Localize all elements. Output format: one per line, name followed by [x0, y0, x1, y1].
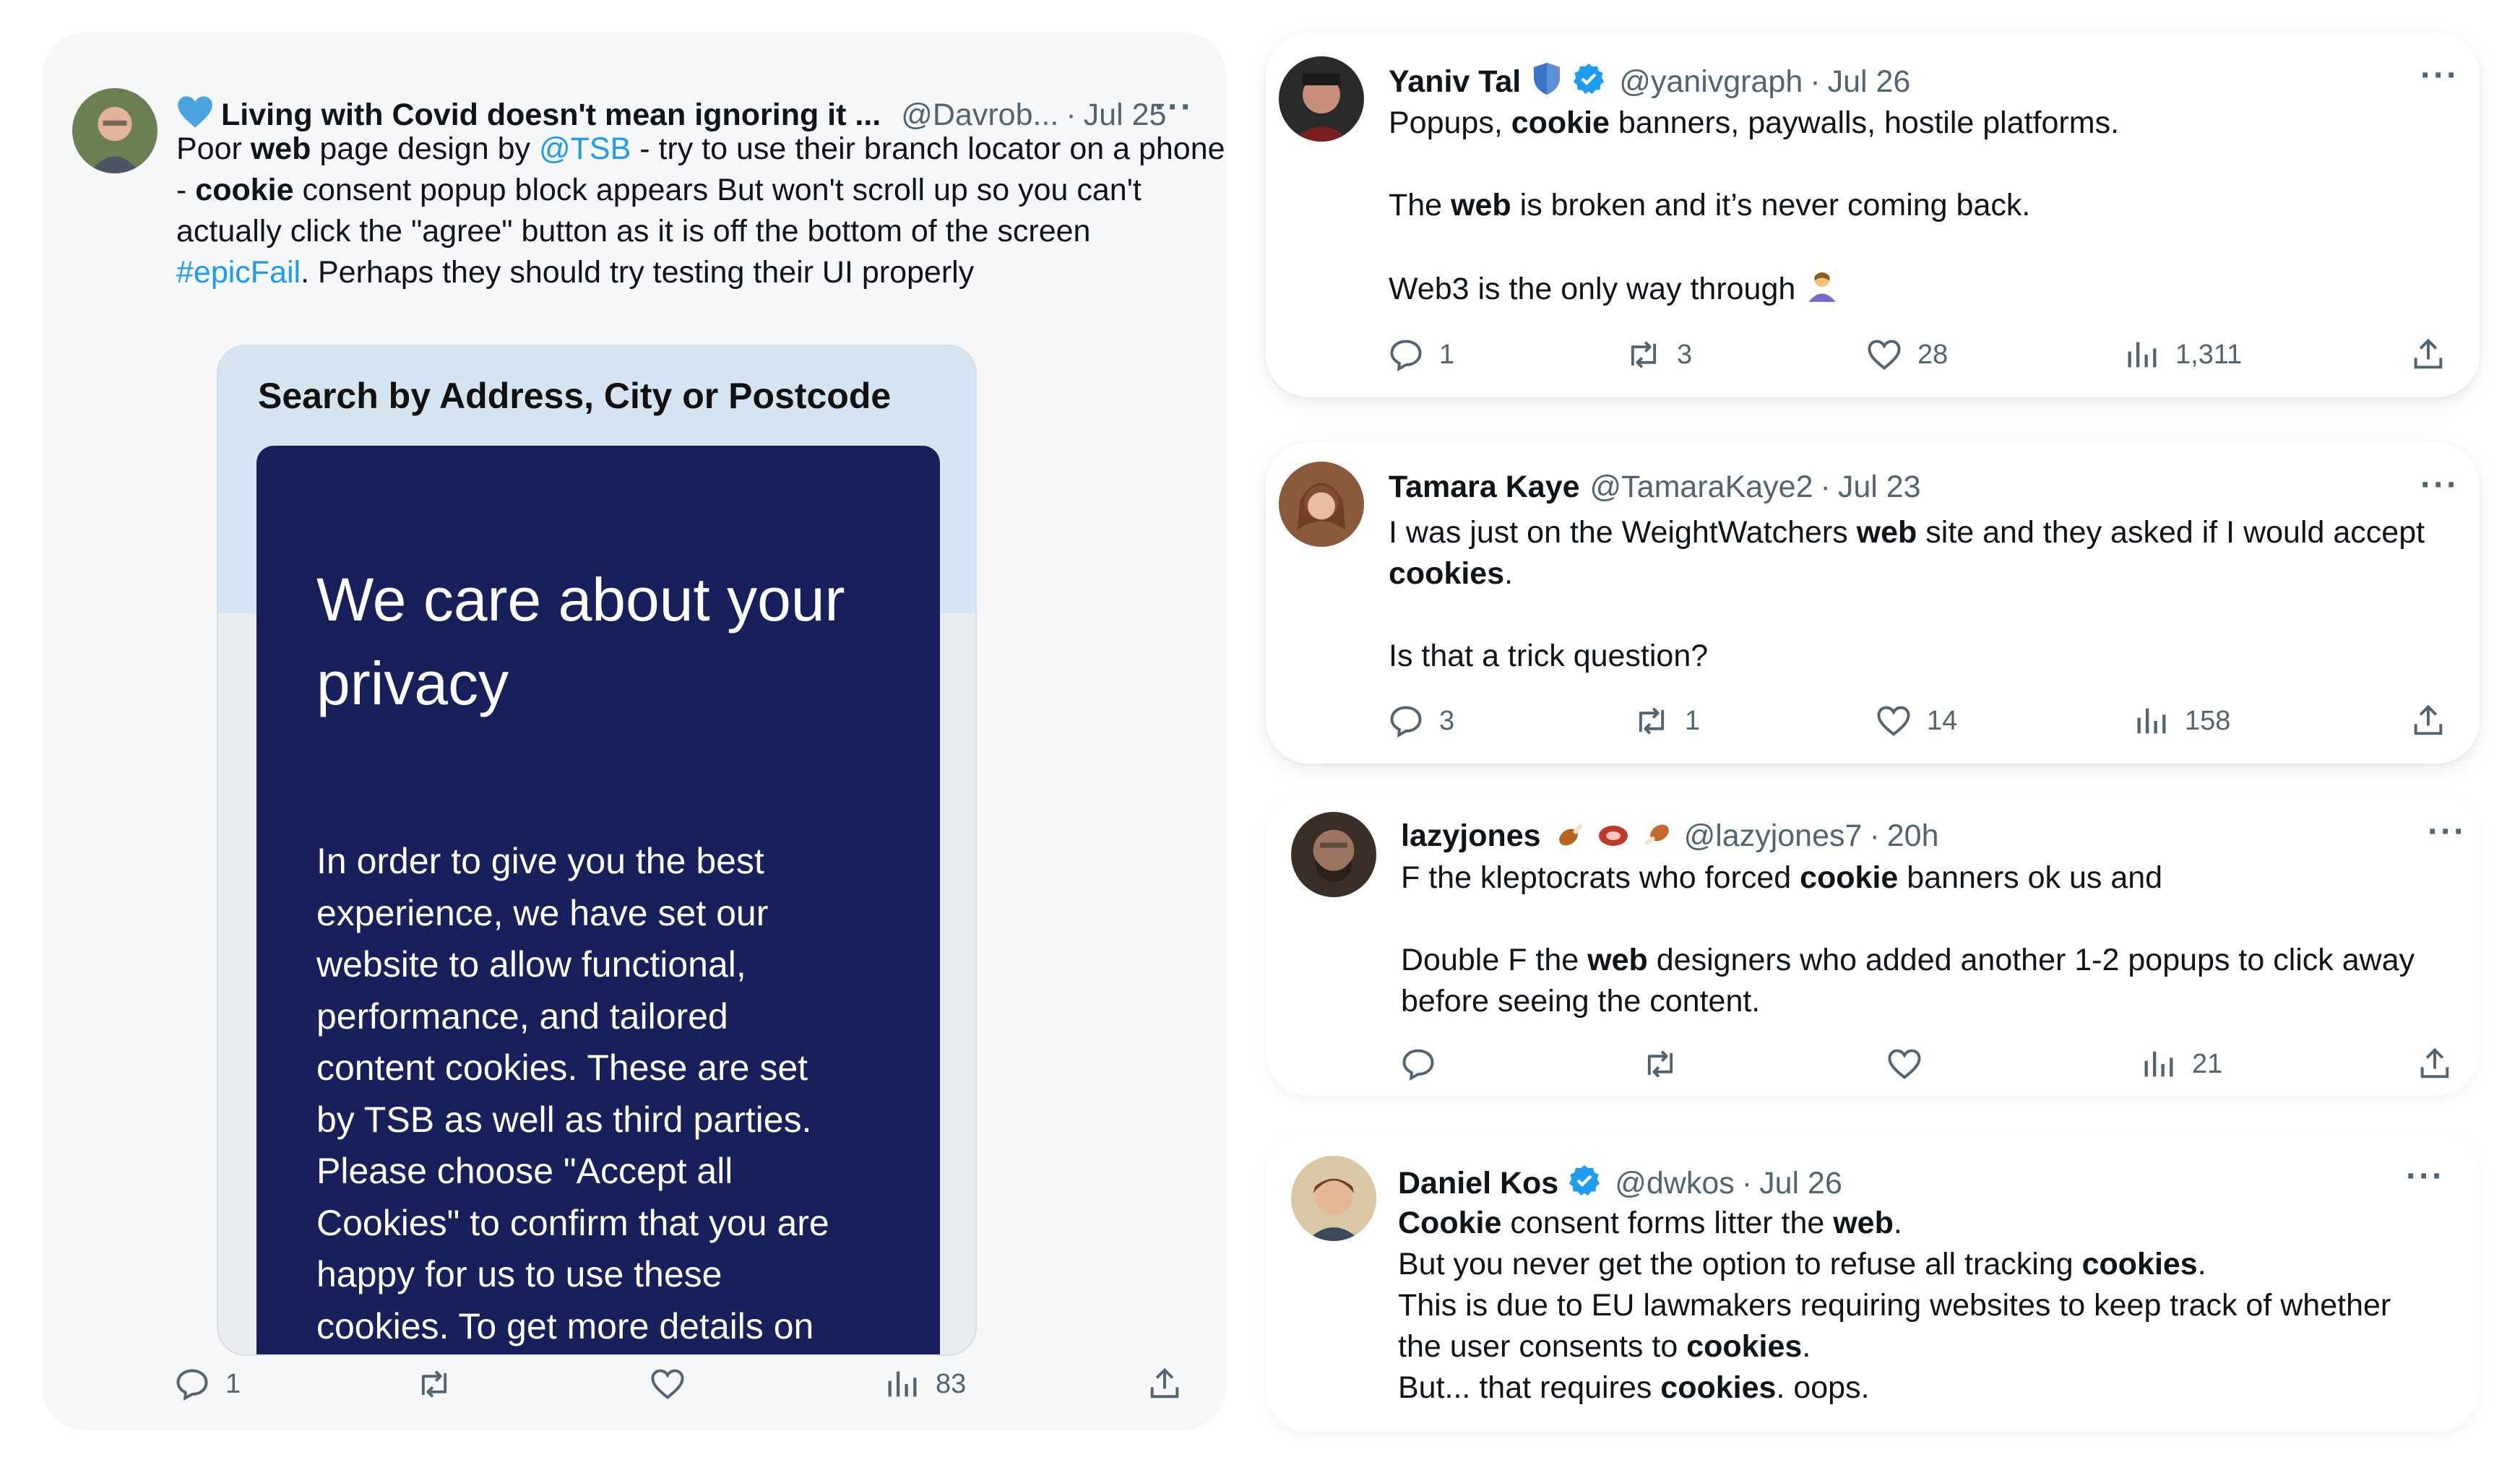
more-icon[interactable]: ···: [1155, 88, 1194, 126]
views-button[interactable]: 21: [2140, 1045, 2222, 1083]
tweet-date[interactable]: 20h: [1886, 818, 1939, 853]
tweet-header: [1389, 472, 1921, 503]
avatar[interactable]: [1279, 462, 1364, 547]
modal-heading: We care about your privacy: [316, 566, 845, 717]
share-button[interactable]: [2416, 1045, 2454, 1083]
author-name[interactable]: Daniel Kos: [1398, 1165, 1559, 1201]
views-icon: [2133, 702, 2170, 740]
like-button[interactable]: [649, 1365, 686, 1403]
separator-dot: ·: [1810, 64, 1821, 99]
privacy-modal: [256, 446, 940, 1356]
tweet-header: [1398, 1163, 1842, 1203]
tweet-card-tamara[interactable]: [1266, 442, 2480, 764]
tweet-header: [1389, 61, 1910, 102]
share-button[interactable]: [2409, 336, 2447, 373]
author-handle[interactable]: @lazyjones7: [1683, 818, 1863, 853]
avatar[interactable]: [1279, 56, 1364, 142]
separator-dot: ·: [1741, 1165, 1753, 1201]
share-icon: [2409, 336, 2447, 373]
author-name[interactable]: Living with Covid doesn't mean ignoring it ...: [221, 97, 881, 132]
retweet-icon: [1641, 1045, 1679, 1083]
author-handle[interactable]: @TamaraKaye2: [1589, 470, 1813, 504]
reply-icon: [1399, 1045, 1437, 1083]
retweet-button[interactable]: [1641, 1045, 1679, 1083]
like-button[interactable]: 14: [1875, 702, 1957, 740]
like-icon: [1875, 702, 1912, 740]
tweet-text: Poor web page design by @TSB - try to use their branch locator on a phone - cookie consent popup block appears But won't scroll up so you can't actually click the "agree" button as it is off the bottom of the screen #epicFail. Perhaps they should try testing their UI properly: [176, 131, 1225, 290]
tweet-text: F the kleptocrats who forced cookie banners ok us and Double F the web designers who added another 1-2 popups to click away before seeing the content.: [1401, 860, 2415, 1019]
verified-icon: [1571, 61, 1606, 102]
author-name[interactable]: Yaniv Tal: [1389, 64, 1522, 99]
reply-icon: [1387, 336, 1425, 373]
avatar[interactable]: [1291, 1156, 1376, 1241]
separator-dot: ·: [1820, 470, 1831, 504]
more-icon[interactable]: ···: [2420, 466, 2459, 504]
action-bar: [1266, 702, 2480, 745]
views-button[interactable]: 83: [884, 1365, 966, 1403]
like-icon: [1865, 336, 1903, 373]
retweet-icon: [1625, 336, 1662, 373]
views-icon: [2123, 336, 2161, 373]
separator-dot: ·: [1869, 818, 1880, 853]
like-icon: [1886, 1045, 1923, 1083]
verified-icon: [1567, 1163, 1602, 1203]
shield-icon: [1531, 61, 1563, 102]
author-handle[interactable]: @yanivgraph: [1619, 64, 1803, 99]
reply-button[interactable]: 1: [1387, 336, 1454, 373]
retweet-button[interactable]: 1: [1633, 702, 1700, 740]
reply-icon: [173, 1365, 211, 1403]
share-icon: [2409, 702, 2447, 740]
retweet-button[interactable]: 3: [1625, 336, 1692, 373]
tweet-card-davrob[interactable]: [42, 33, 1227, 1430]
reply-icon: [1387, 702, 1425, 740]
food-emoji-icons: [1553, 818, 1674, 853]
tweet-text: Cookie consent forms litter the web. But you never get the option to refuse all tracking cookies. This is due to EU lawmakers requiring websites to keep track of whether the user consents to cookies. But... that requires cookies. oops.: [1398, 1206, 2391, 1405]
reply-button[interactable]: [1399, 1045, 1437, 1083]
author-handle[interactable]: @Davrob...: [901, 97, 1059, 132]
share-icon: [1146, 1365, 1183, 1403]
retweet-icon: [415, 1365, 453, 1403]
hashtag-link[interactable]: #epicFail: [176, 255, 301, 290]
tweet-card-daniel[interactable]: [1266, 1132, 2480, 1432]
action-bar: [42, 1365, 1227, 1409]
tweet-card-yaniv[interactable]: [1266, 33, 2480, 397]
author-name[interactable]: lazyjones: [1401, 818, 1541, 853]
share-icon: [2416, 1045, 2454, 1083]
tweet-text: Popups, cookie banners, paywalls, hostile platforms. The web is broken and it’s never coming back. Web3 is the only way through: [1389, 103, 2119, 314]
avatar[interactable]: [72, 88, 158, 173]
like-button[interactable]: 28: [1865, 336, 1948, 373]
more-icon[interactable]: ···: [2420, 56, 2459, 95]
tweet-date[interactable]: Jul 23: [1837, 470, 1921, 504]
views-button[interactable]: 1,311: [2123, 336, 2242, 373]
retweet-icon: [1633, 702, 1670, 740]
tweet-header: [1401, 818, 1939, 853]
more-icon[interactable]: ···: [2428, 813, 2467, 851]
tweet-date[interactable]: Jul 26: [1759, 1165, 1842, 1201]
like-button[interactable]: [1886, 1045, 1923, 1083]
tweet-card-lazyjones[interactable]: [1266, 792, 2480, 1096]
reply-button[interactable]: 1: [173, 1365, 241, 1403]
views-icon: [884, 1365, 921, 1403]
more-icon[interactable]: ···: [2406, 1157, 2445, 1196]
action-bar: [1266, 1045, 2480, 1089]
mention-link[interactable]: @TSB: [539, 131, 631, 166]
separator-dot: ·: [1066, 97, 1076, 132]
share-button[interactable]: [2409, 702, 2447, 740]
views-icon: [2140, 1045, 2178, 1083]
tweet-date[interactable]: Jul 25: [1083, 97, 1167, 132]
search-title: Search by Address, City or Postcode: [258, 376, 892, 416]
tweet-media-screenshot[interactable]: [217, 345, 977, 1356]
author-handle[interactable]: @dwkos: [1615, 1165, 1735, 1201]
views-button[interactable]: 158: [2133, 702, 2230, 740]
person-emoji-icon: [1804, 267, 1840, 314]
retweet-button[interactable]: [415, 1365, 453, 1403]
avatar[interactable]: [1291, 812, 1376, 897]
share-button[interactable]: [1146, 1365, 1183, 1403]
like-icon: [649, 1365, 686, 1403]
reply-button[interactable]: 3: [1387, 702, 1454, 740]
modal-text: In order to give you the best experience, we have set our website to allow functional, performance, and tailored content cookies. These are set by TSB as well as third parties. Please choose "Accept all Cookies" to confirm that you are happy for us to use these cookies. To get more details on: [316, 841, 829, 1346]
tweet-text: I was just on the WeightWatchers web site and they asked if I would accept cookies. Is that a trick question?: [1389, 515, 2425, 673]
author-name[interactable]: Tamara Kaye: [1389, 470, 1580, 504]
tweet-date[interactable]: Jul 26: [1827, 64, 1911, 99]
action-bar: [1266, 336, 2480, 379]
